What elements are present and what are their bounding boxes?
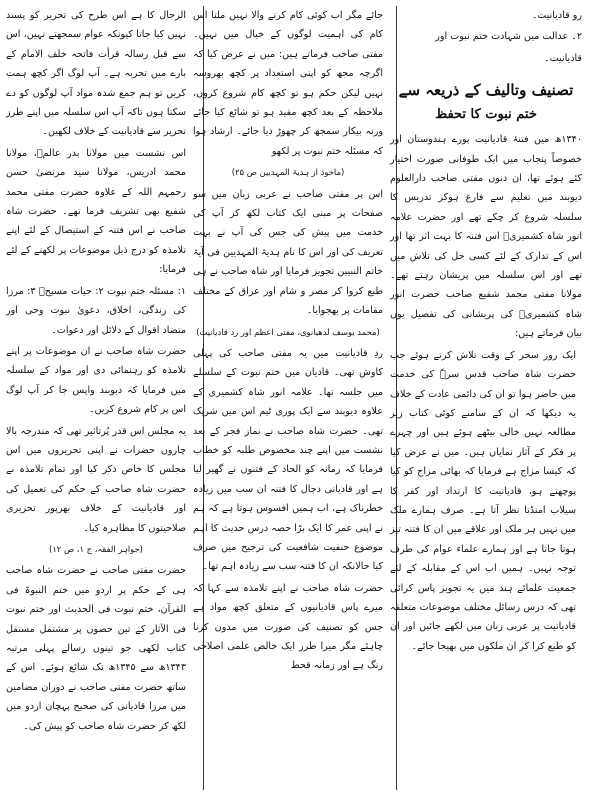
paragraph: اس نشست میں مولانا بدر عالمؒ، مولانا محمد ادریس، مولانا سید مرتضیٰ حسن رحمہم اللہ کے علاوہ حضرت مفتی محمد شفیع بھی تشریف فرما تھے۔ حضرت شاہ صاحب نے اس فتنہ کے استیصال کے لئے اپنے تلامذہ کو درج ذیل موضوعات پر لکھنے کے لئے فرمایا:	[6, 147, 186, 276]
paragraph: حضرت شاہ صاحب نے اپنے تلامذہ سے کہا کہ میرے پاس قادیانیوں کے متعلق کچھ مواد ہے جس کو تصنیف کی صورت میں مدون کرنا چاہئے مگر میرا طرز ایک خالص علمی اصلاحی رنگ ہے اور زمانہ قحط	[193, 582, 383, 672]
list-item: قادیانیت۔	[544, 52, 582, 64]
paragraph: جائے مگر اب کوئی کام کرنے والا نہیں ملتا اس کام کی اہمیت لوگوں کے خیال میں نہیں۔ مفتی صاحب فرماتے ہیں: میں نے عرض کیا کہ اگرچہ مجھ کو اپنی استعداد پر کچھ بھروسہ نہیں لیکن حکم ہو تو کچھ کام شروع کروں، ملاحظہ کے بعد کچھ مفید ہو تو شائع کیا جائے ورنہ بیکار سمجھ کر چھوڑ دیا جائے۔ ارشاد ہوا کہ مسئلہ ختم نبوت پر لکھو	[193, 10, 383, 157]
citation: (ماخوذ از ہدیۃ المہدیین ص ۲۵)	[231, 167, 345, 178]
list-item: ۲۔ عدالت میں شہادت ختم نبوت اور	[435, 31, 582, 43]
paragraph: اس پر مفتی صاحب نے عربی زبان میں سو صفحات پر مبنی ایک کتاب لکھ کر آپ کی خدمت میں پیش کی جس کی آپ نے بہت تعریف کی اور اس کا نام ہدیۃ المہدیین فی آیۃ خاتم النبیین تجویز فرمایا اور شاہ صاحب نے ہی طبع کروا کر مصر و شام اور عراق کے مختلف مقامات پر بھجوایا۔	[193, 188, 383, 317]
middle-column	[193, 6, 383, 678]
citation: (جواہر الفقہ، ج ۱، ص ۱۲)	[49, 543, 143, 554]
quoted-paragraph: ایک روز سحر کے وقت تلاش کرتے ہوئے جب حضرت شاہ صاحب قدس سرہٗ کی خدمت میں حاضر ہوا تو ان کی دائمی عادت کے خلاف یہ دیکھا کہ ان کے سامنے کوئی کتاب زیر مطالعہ نہیں خالی بیٹھے ہوئے ہیں اور چہرے پر فکر کے آثار نمایاں ہیں۔ میں نے عرض کیا کہ کیسا مزاج ہے فرمایا کہ بھائی مزاج کو کیا پوچھتے ہو، قادیانیت کا ارتداد اور کفر کا سیلاب امنڈتا نظر آتا ہے۔ صرف ہمارے ملک میں نہیں ہر ملک اور علاقے میں ان کا فتنہ تیز ہوتا جاتا ہے اور ہمارے علماء عوام کی طرف توجہ نہیں۔ ہمیں اب اس کے مقابلہ کے لئے جمعیت علمائے ہند میں یہ تجویز پاس کرائی تھی کہ درس رسائل مختلف موضوعات متعلقہ قادیانیت پر عربی زبان میں لکھے جائیں اور ان کو طبع کرا کر ان ملکوں میں بھیجا جائے۔	[390, 349, 576, 652]
section-heading: تصنیف وتالیف کے ذریعہ سے	[398, 81, 574, 100]
paragraph: حضرت شاہ صاحب نے ان موضوعات پر اپنے تلامذہ کو رہنمائی دی اور مواد کے سلسلہ میں فرمایا کہ دیوبند واپس جا کر آپ لوگ اس پر کام شروع کریں۔	[6, 345, 186, 416]
citation: (محمد یوسف لدھیانوی، مفتی اعظم اور رد قادیانیت)	[196, 326, 380, 337]
paragraph: ۱۳۴۰ھ میں فتنۂ قادیانیت پورے ہندوستان اور خصوصاً پنجاب میں ایک طوفانی صورت اختیار کئے ہوئے تھا، ان دنوں مفتی صاحب دارالعلوم دیوبند میں تعلیم سے فارغ ہوکر تدریس کا سلسلہ شروع کر چکے تھے اور حضرت علامہ انور شاہ کشمیریؒ اس فتنہ کا بہت اثر تھا اور اس کے تدارک کے لئے کسی حل کی تلاش میں تھے اور اس سلسلہ میں پریشان رہتے تھے۔ مولانا مفتی محمد شفیع صاحب حضرت انور شاہ کشمیریؒ کی پریشانی کی تفصیل یوں بیان فرماتے ہیں:	[390, 134, 582, 340]
list-item: رو قادیانیت۔	[531, 10, 582, 21]
paragraph: ردِ قادیانیت میں یہ مفتی صاحب کی پہلی کاوش تھی۔ قادیان میں ختم نبوت کے سلسلے میں جلسہ تھا۔ علامہ انور شاہ کشمیری کے علاوہ دیوبند سے ایک پوری ٹیم اس میں شریک تھی۔ حضرت شاہ صاحب نے نماز فجر کے بعد نشست میں اپنے چند مخصوص طلبہ کو خطاب فرمایا کہ زمانہ کو الحاد کے فتنوں نے گھیر لیا ہے اور قادیانی دجال کا فتنہ ان سب میں زیادہ خطرناک ہے، اب ہمیں افسوس ہوتا ہے کہ ہم نے اپنی عمر کا ایک بڑا حصہ درس حدیث کا اہم موضوع حنفیت شافعیت کی ترجیح میں صرف کیا حالانکہ ان کا فتنہ سب سے زیادہ اہم تھا۔	[193, 347, 383, 573]
paragraph: حضرت مفتی صاحب نے حضرت شاہ صاحب ہی کے حکم پر اردو میں ختم النبوۃ فی القرآن، ختم نبوت فی الحدیث اور ختم نبوت فی الآثار کے تین حصوں پر مشتمل مستقل کتاب لکھی جو تینوں رسالے پہلی مرتبہ ۱۳۴۳ھ سے ۱۳۴۵ھ تک شائع ہوئے۔ اس کے ساتھ حضرت مفتی صاحب نے دوران مضامین میں مرزا قادیانی کی صحیح پہچان اردو میں لکھ کر حضرت شاہ صاحب کو پیش کی۔	[6, 565, 186, 732]
paragraph: یہ مجلس اس قدر پُرتاثیر تھی کہ مندرجہ بالا چاروں حضرات نے اپنی تحریروں میں اس مجلس کا خاص ذکر کیا اور تمام تلامذہ نے حضرت شاہ صاحب کے حکم کی تعمیل کی اور قادیانیت کے خلاف بھرپور تحریری صلاحیتوں کا مظاہرہ کیا۔	[6, 425, 186, 534]
left-column	[6, 6, 186, 738]
right-column	[390, 6, 582, 658]
list: ۱: مسئلہ ختم نبوت ۲: حیات مسیحؑ ۳: مرزا کی زندگی، اخلاق، دعویٰ نبوت وحی اور متضاد اقوال کے دلائل اور دعوات۔	[6, 285, 186, 336]
paragraph: الرجال کا ہے اس طرح کی تحریر کو پسند نہیں کیا جاتا کیونکہ عوام سمجھتے نہیں، اس سے قبل رسالہ قرأت فاتحہ خلف الامام کے بارے میں تجربہ ہے۔ آپ لوگ اگر کچھ ہمت کریں تو ہم جمع شدہ مواد آپ لوگوں کو دے سکتا ہوں تاکہ آپ اس سلسلہ میں اپنے طرز تحریر سے قادیانیت کے خلاف لکھیں۔	[6, 10, 186, 138]
section-subheading: ختم نبوت کا تحفظ	[435, 107, 537, 123]
